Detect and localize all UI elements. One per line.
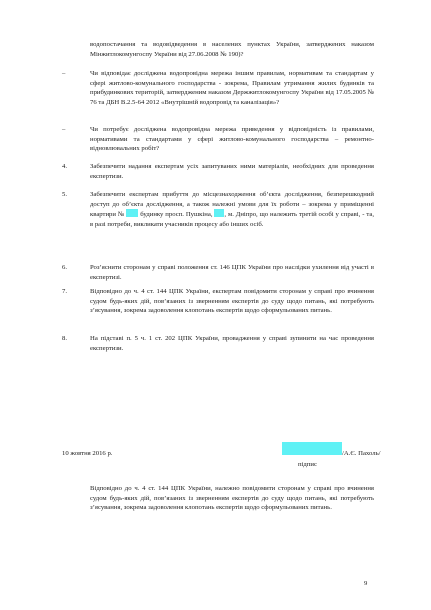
item-number: 7.: [62, 288, 68, 295]
notice-paragraph: Відповідно до ч. 4 ст. 144 ЦПК України, належно повідомити сторонам у справі про вчинення судом будь-яких дій, пов’язаних із зверненням експертів до суду щодо питань, які потребують з’ясування, зокрема задоволення клопотань експертів щодо сформульованих питань.: [90, 485, 374, 512]
ruling-date: 10 жовтня 2016 р.: [62, 450, 113, 457]
judge-name: /А.Є. Пахоль/: [342, 450, 381, 457]
item-paragraph: Відповідно до ч. 4 ст. 144 ЦПК України, експертам повідомити сторонам у справі про вчинення судом будь-яких дій, пов’язаних із зверненням експертів до суду щодо питань, які потребують з’ясування, зокрема задоволення клопотань експертів щодо сформульованих питань.: [90, 288, 374, 315]
dash-marker: –: [62, 70, 66, 77]
item-number: 5.: [62, 191, 68, 198]
redaction-block: [126, 209, 138, 217]
page-number: 9: [364, 580, 368, 587]
item-number: 8.: [62, 335, 68, 342]
item-paragraph: Забезпечити надання експертам усіх запитуваних ними матеріалів, необхідних для проведення експертизи.: [90, 163, 374, 180]
item-number: 6.: [62, 264, 68, 271]
item-text-part: будинку просп. Пушкіна,: [138, 211, 215, 219]
item-number: 4.: [62, 163, 68, 170]
continuation-text: водопостачання та водовідведення в населених пунктах України, затверджених наказом Мінжитлокомунгоспу України від 27.06.2008 № 190)?: [90, 41, 374, 58]
redaction-block: [214, 209, 224, 217]
item-paragraph: На підставі п. 5 ч. 1 ст. 202 ЦПК України, провадження у справі зупинити на час проведення експертизи.: [90, 335, 374, 352]
item-text-part: Забезпечити експертам прибуття до місцезнаходження об’єкта дослідження, безперешкодний доступ до об’єкта дослідження, а також належні умови для їх роботи – зокрема у приміщенні квартири №: [90, 191, 374, 219]
question-paragraph: Чи відповідає досліджена водопровідна мережа іншим правилам, нормативам та стандартам у сфері житлово-комунального господарства - зокрема, Правилам утримання жилих будинків та прибудинкових територій, затвердженим наказом Держжитлокомунгоспу України від 17.05.2005 № 76 та ДБН В.2.5-64 2012 «Внутрішній водопровід та каналізація»?: [90, 70, 374, 106]
signature-redaction: [282, 442, 342, 455]
signature-caption: підпис: [298, 461, 317, 468]
question-paragraph: Чи потребує досліджена водопровідна мережа приведення у відповідність із правилами, нормативами та стандартами у сфері житлово-комунального господарства – ремонтно-відновлювальних робіт?: [90, 126, 374, 153]
item-text-part: , м. Дніпро, що належить третій особі у справі, - та, в разі потреби, викликати учасників процесу або інших осіб.: [90, 211, 374, 228]
item-paragraph: [90, 190, 374, 229]
item-paragraph: Роз’яснити сторонам у справі положення ст. 146 ЦПК України про наслідки ухилення від участі в експертизі.: [90, 264, 374, 281]
dash-marker: –: [62, 126, 66, 133]
